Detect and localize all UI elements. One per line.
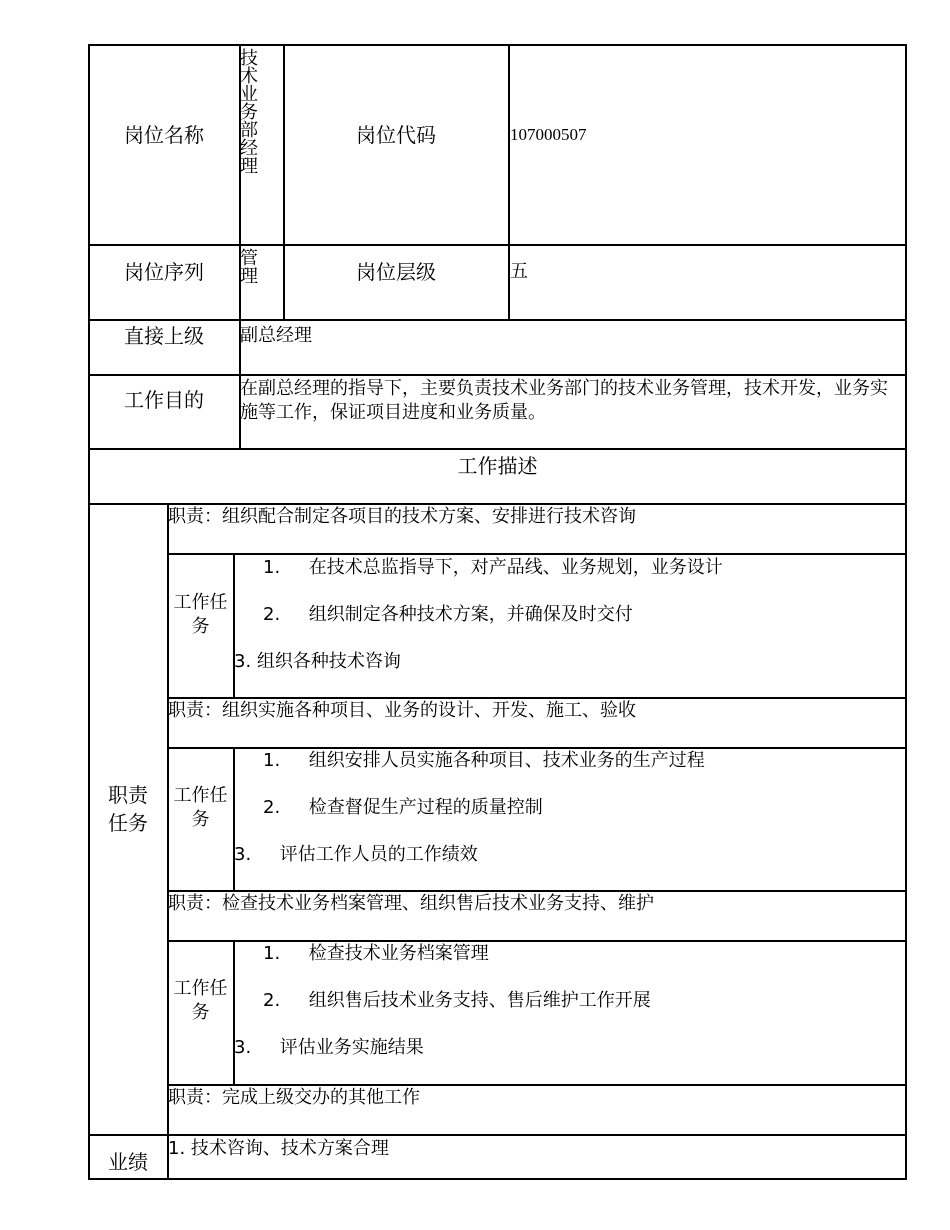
col-divider [233,940,235,1084]
task-item: 2. 组织售后技术业务支持、售后维护工作开展 [263,990,651,1011]
duty-title: 职责：组织实施各种项目、业务的设计、开发、施工、验收 [168,700,636,721]
row-divider [88,448,907,450]
border-top [88,44,907,46]
task-label-text: 工作任务 [173,978,228,1023]
task-label-text: 工作任务 [173,785,228,830]
duty-title: 职责：检查技术业务档案管理、组织售后技术业务支持、维护 [168,893,654,914]
col-divider [233,747,235,890]
row-divider [88,374,907,376]
duties-label-text: 职责任务 [108,783,148,835]
task-item: 2. 组织制定各种技术方案，并确保及时交付 [263,604,633,625]
border-left [88,44,90,1180]
purpose-label: 工作目的 [124,388,204,412]
purpose-value: 在副总经理的指导下，主要负责技术业务部门的技术业务管理，技术开发，业务实施等工作，保证项目进度和业务质量。 [240,378,888,423]
post-name-value: 技术业务部经理 [240,48,258,177]
task-label [168,591,233,639]
task-item: 1. 检查技术业务档案管理 [263,943,489,964]
post-code-value: 107000507 [510,125,587,144]
task-item: 1. 在技术总监指导下，对产品线、业务规划，业务设计 [263,557,723,578]
superior-value: 副总经理 [240,325,312,346]
task-item: 3. 组织各种技术咨询 [234,651,401,672]
post-name-label: 岗位名称 [124,123,204,147]
post-code-label: 岗位代码 [356,123,436,147]
task-label [168,977,233,1025]
performance-item: 1. 技术咨询、技术方案合理 [168,1138,389,1159]
row-divider [88,244,907,246]
post-level-label: 岗位层级 [356,260,436,284]
duties-label [89,781,167,837]
task-label-text: 工作任务 [173,592,228,637]
row-divider [88,1134,907,1136]
border-bottom [88,1178,907,1180]
work-description-heading: 工作描述 [457,454,538,478]
row-divider [88,319,907,321]
superior-label: 直接上级 [124,324,204,348]
duty-title: 职责：完成上级交办的其他工作 [168,1087,420,1108]
row-divider [167,553,907,555]
performance-label: 业绩 [108,1150,148,1174]
post-level-value: 五 [510,261,528,282]
post-sequence-value: 管理 [240,248,258,287]
post-sequence-label: 岗位序列 [124,260,204,284]
col-divider [233,553,235,697]
task-item: 1. 组织安排人员实施各种项目、技术业务的生产过程 [263,750,705,771]
task-item: 3. 评估工作人员的工作绩效 [234,844,478,865]
task-label [168,784,233,832]
task-item: 3. 评估业务实施结果 [234,1037,424,1058]
task-item: 2. 检查督促生产过程的质量控制 [263,797,543,818]
border-right [905,44,907,1180]
duty-title: 职责：组织配合制定各项目的技术方案、安排进行技术咨询 [168,506,636,527]
job-description-table [88,44,907,1180]
